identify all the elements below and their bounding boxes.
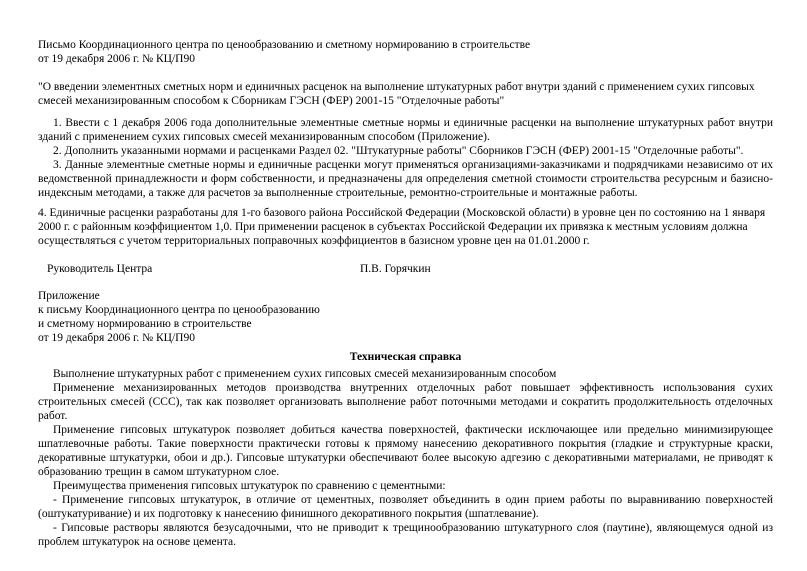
item-4-block — [38, 206, 773, 248]
tech-paragraph: Выполнение штукатурных работ с применением сухих гипсовых смесей механизированным способом — [53, 368, 557, 380]
item-3: 3. Данные элементные сметные нормы и единичные расценки могут применяться организациями-заказчиками и подрядчиками независимо от их ведомственной принадлежности и форм собственности, и предназначены для определения сметной стоимости строительства ресурсным и базисно-индексным методами, а также для расчетов за выполненные строительные, ремонтно-строительные и монтажные работы. — [38, 159, 773, 199]
tech-title: Техническая справка — [349, 351, 462, 363]
appendix-header — [38, 289, 773, 345]
signature-role: Руководитель Центра — [47, 263, 153, 275]
tech-paragraph: - Применение гипсовых штукатурок, в отличие от цементных, позволяет объединить в один прием работы по выравниванию поверхностей (оштукатуривание) и их подготовку к нанесению финишного декоративного покрытия (шпатлевание). — [38, 494, 773, 520]
appendix-line: от 19 декабря 2006 г. № КЦ/П90 — [38, 332, 195, 344]
appendix-line: Приложение — [38, 290, 100, 302]
subject-text: "О введении элементных сметных норм и единичных расценок на выполнение штукатурных работ внутри зданий с применением сухих гипсовых смесей механизированным способом к Сборникам ГЭСН (ФЕР) 2001-15 "Отделочные работы" — [38, 81, 755, 107]
tech-paragraph: Применение механизированных методов производства внутренних отделочных работ повышает эффективность использования сухих строительных смесей (ССС), так как позволяет организовать выполнение работ поточными методами и сократить продолжительность отделочных работ. — [38, 382, 773, 422]
tech-title-block — [38, 350, 773, 364]
tech-body — [38, 367, 773, 549]
appendix-line: и сметному нормированию в строительстве — [38, 318, 252, 330]
letter-date: от 19 декабря 2006 г. № КЦ/П90 — [38, 53, 195, 65]
tech-paragraph: Применение гипсовых штукатурок позволяет добиться качества поверхностей, фактически исключающее или предельно минимизирующее шпатлевочные работы. Такие поверхности практически готовы к прямому нанесению декоративного покрытия (гладкие и структурные краски, декоративные штукатурки, обои и др.). Гипсовые штукатурки обеспечивают более высокую адгезию с декоративными материалами, не приводят к образованию трещин в самом штукатурном слое. — [38, 424, 773, 478]
item-4: 4. Единичные расценки разработаны для 1-го базового района Российской Федерации (Московской области) в уровне цен по состоянию на 1 января 2000 г. с районным коэффициентом 1,0. При применении расценок в субъектах Российской Федерации их привязка к местным условиям должна осуществляться с учетом территориальных поправочных коэффициентов в базисном уровне цен на 01.01.2000 г. — [38, 207, 766, 247]
item-2: 2. Дополнить указанными нормами и расценками Раздел 02. "Штукатурные работы" Сборников ГЭСН (ФЕР) 2001-15 "Отделочные работы". — [53, 145, 744, 157]
letter-header — [38, 38, 773, 66]
signature-name: П.В. Горячкин — [360, 263, 431, 275]
appendix-line: к письму Координационного центра по ценообразованию — [38, 304, 320, 316]
resolution-items — [38, 116, 773, 200]
tech-paragraph: - Гипсовые растворы являются безусадочными, что не приводит к трещинообразованию штукатурного слоя (паутине), являющемуся одной из проблем штукатурок на основе цемента. — [38, 522, 773, 548]
letter-title: Письмо Координационного центра по ценообразованию и сметному нормированию в строительстве — [38, 39, 531, 51]
item-1: 1. Ввести с 1 декабря 2006 года дополнительные элементные сметные нормы и единичные расценки на выполнение штукатурных работ внутри зданий с применением сухих гипсовых смесей механизированным способом (Приложение). — [38, 117, 773, 143]
letter-subject — [38, 80, 773, 108]
tech-paragraph: Преимущества применения гипсовых штукатурок по сравнению с цементными: — [53, 480, 446, 492]
